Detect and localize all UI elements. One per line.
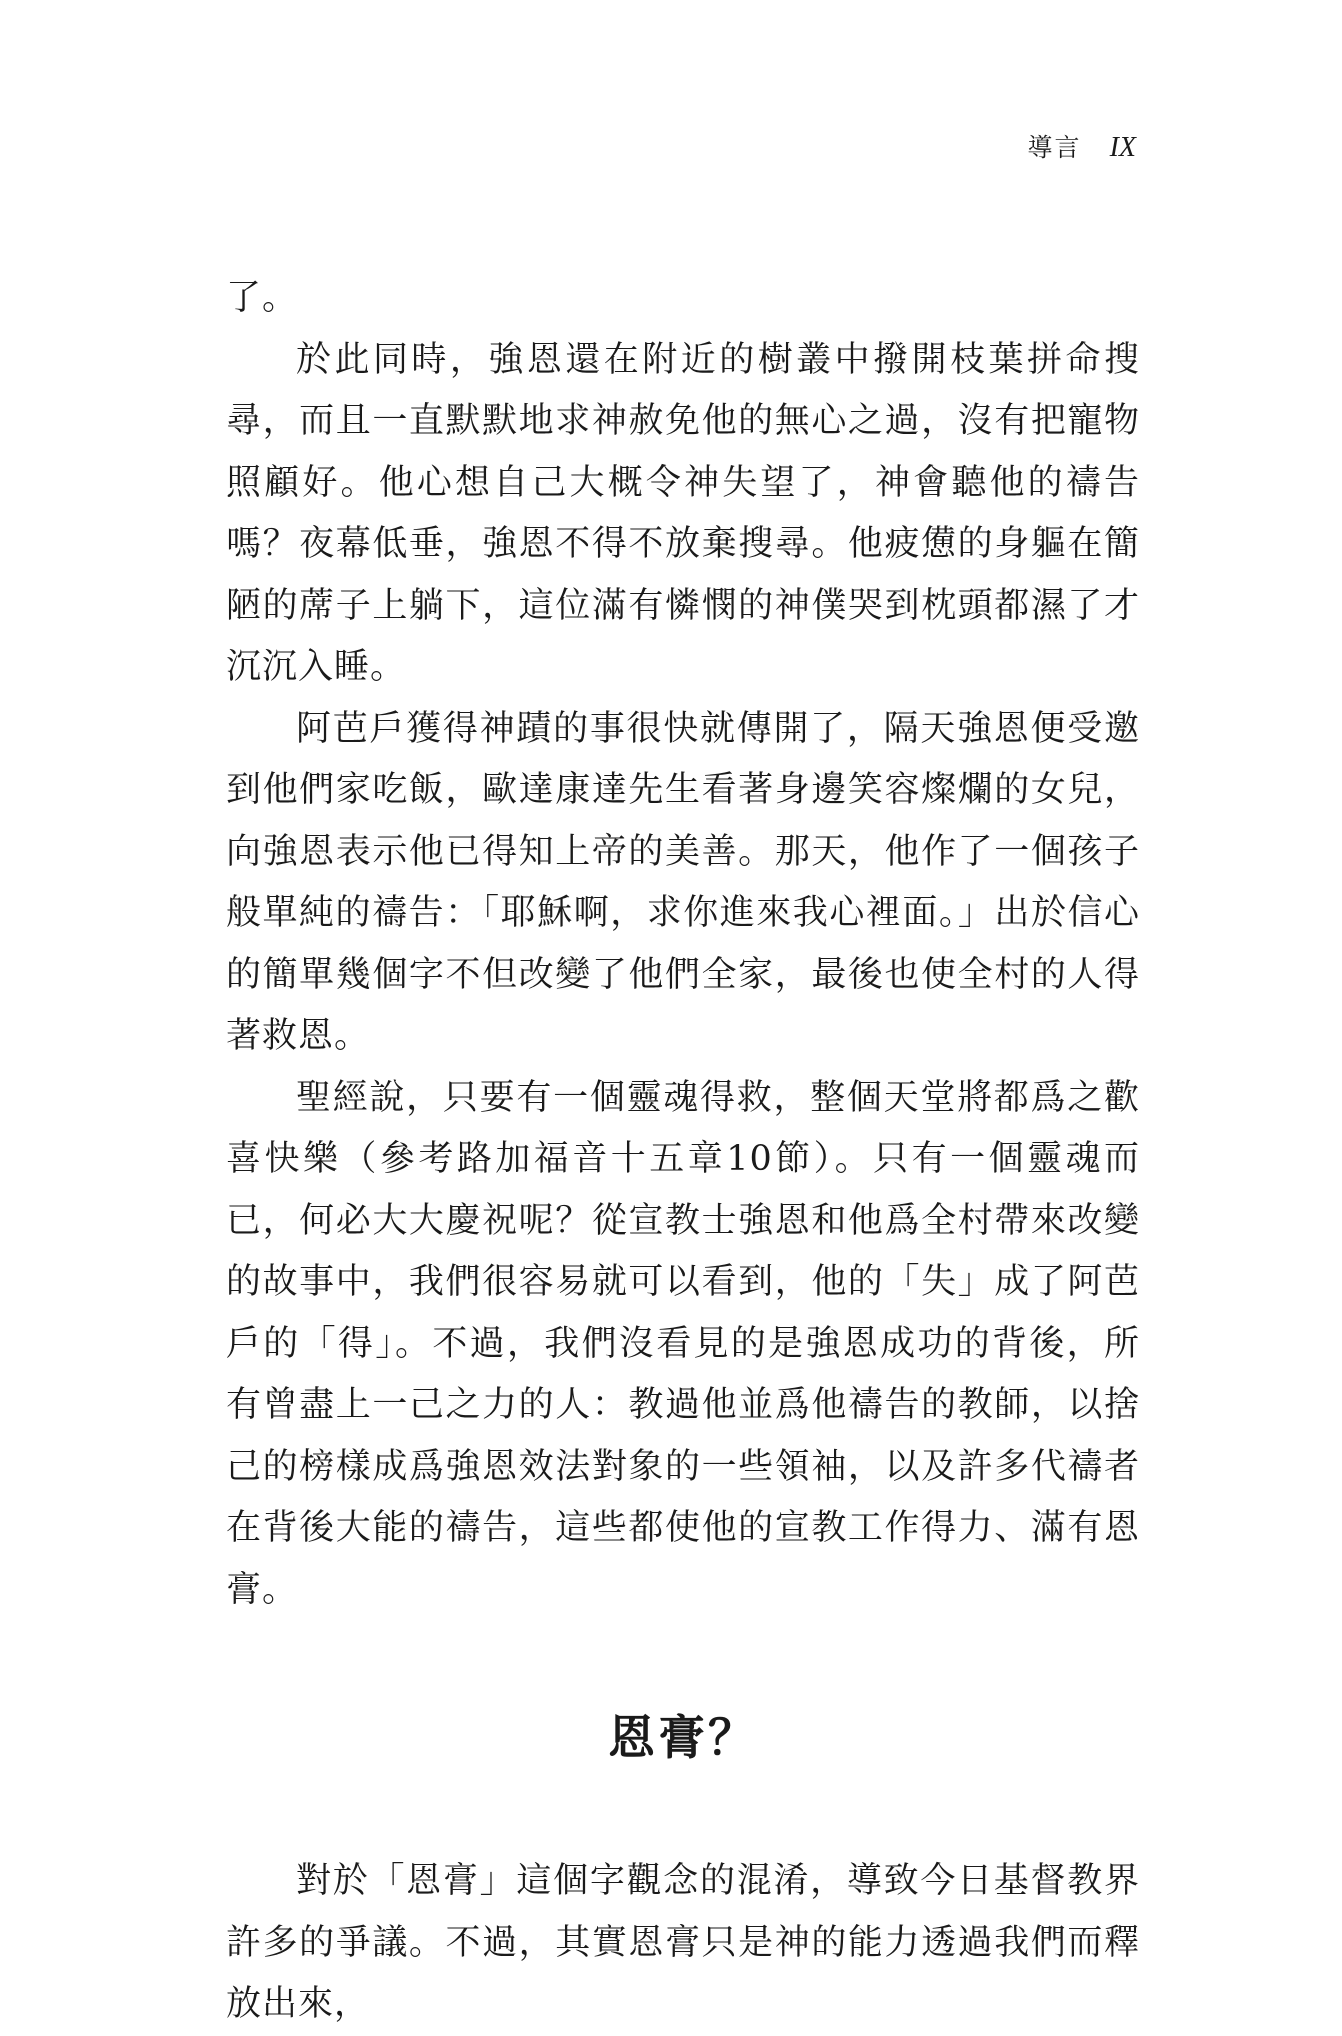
section-heading: 恩膏？ <box>608 1711 758 1766</box>
running-header <box>1028 128 1136 164</box>
paragraph: 對於「恩膏」這個字觀念的混淆，導致今日基督教界許多的爭議。不過，其實恩膏只是神的能力透過我們而釋放出來， <box>226 1861 1140 2024</box>
body-text <box>226 268 1140 2036</box>
paragraph: 聖經說，只要有一個靈魂得救，整個天堂將都爲之歡喜快樂（參考路加福音十五章10節）。只有一個靈魂而已，何必大大慶祝呢？從宣教士強恩和他爲全村帶來改變的故事中，我們很容易就可以看到，他的「失」成了阿芭戶的「得」。不過，我們沒看見的是強恩成功的背後，所有曾盡上一己之力的人：教過他並爲他禱告的教師，以捨己的榜樣成爲強恩效法對象的一些領袖，以及許多代禱者在背後大能的禱告，這些都使他的宣教工作得力、滿有恩膏。 <box>226 1077 1140 1610</box>
page-number: IX <box>1109 132 1136 163</box>
paragraph: 於此同時，強恩還在附近的樹叢中撥開枝葉拼命搜尋，而且一直默默地求神赦免他的無心之過，沒有把寵物照顧好。他心想自己大概令神失望了，神會聽他的禱告嗎？夜幕低垂，強恩不得不放棄搜尋。他疲憊的身軀在簡陋的蓆子上躺下，這位滿有憐憫的神僕哭到枕頭都濕了才沉沉入睡。 <box>226 339 1140 687</box>
running-header-section-title: 導言 <box>1027 133 1082 162</box>
paragraph: 阿芭戶獲得神蹟的事很快就傳開了，隔天強恩便受邀到他們家吃飯，歐達康達先生看著身邊笑容燦爛的女兒，向強恩表示他已得知上帝的美善。那天，他作了一個孩子般單純的禱告：「耶穌啊，求你進來我心裡面。」出於信心的簡單幾個字不但改變了他們全家，最後也使全村的人得著救恩。 <box>226 708 1140 1056</box>
paragraph-continued: 了。 <box>226 278 299 318</box>
